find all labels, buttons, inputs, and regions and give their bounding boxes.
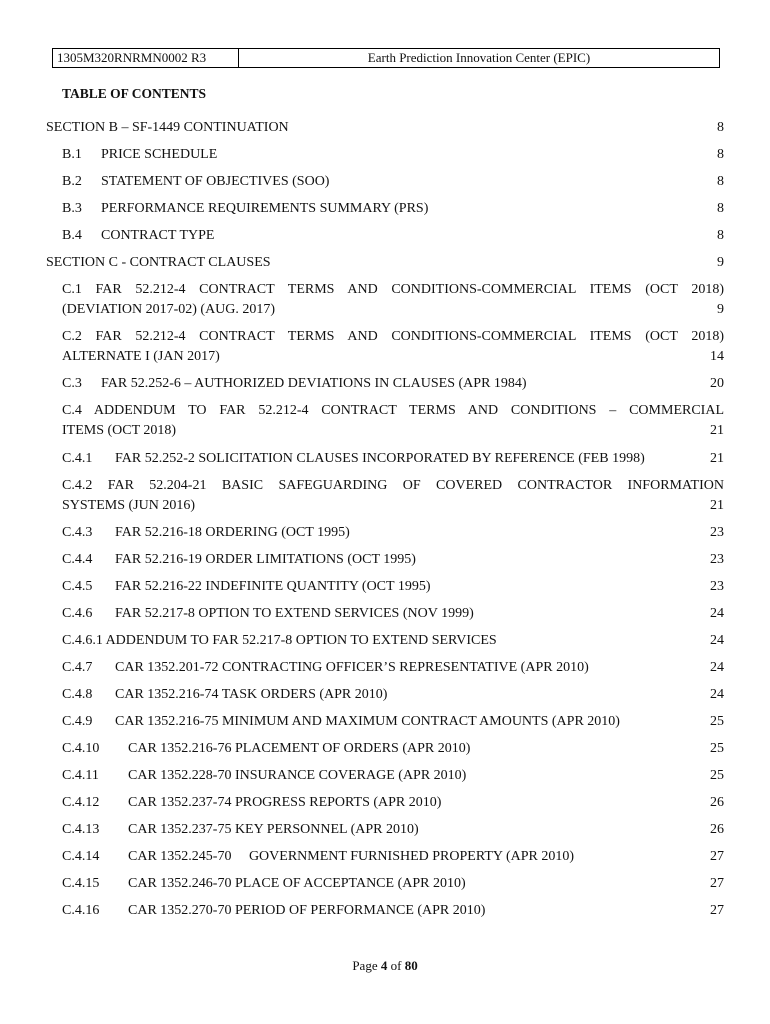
toc-entry-page: 8	[717, 228, 724, 243]
toc-entry-b1[interactable]	[62, 145, 724, 165]
toc-entry-b2[interactable]	[62, 172, 724, 192]
toc-entry-page: 23	[710, 525, 724, 540]
toc-entry-number: C.4.15	[62, 876, 100, 891]
toc-entry-number: C.4.8	[62, 687, 93, 702]
toc-entry-label: C.2 FAR 52.212-4 CONTRACT TERMS AND CONDITIONS-COMMERCIAL ITEMS (OCT 2018)	[62, 329, 724, 344]
toc-entry-c4-13[interactable]	[62, 820, 724, 840]
toc-entry-label-continued: ITEMS (OCT 2018)	[62, 423, 177, 438]
toc-entry-c4-14[interactable]	[62, 847, 724, 867]
toc-entry-number: C.4.14	[62, 849, 100, 864]
toc-entry-page: 9	[717, 255, 724, 270]
toc-entry-c4-2[interactable]	[62, 476, 724, 516]
toc-entry-number: C.4.16	[62, 903, 100, 918]
toc-entry-page: 24	[710, 687, 724, 702]
toc-entry-page: 26	[710, 822, 724, 837]
toc-entry-label: PERFORMANCE REQUIREMENTS SUMMARY (PRS)	[101, 201, 429, 216]
toc-entry-label: PRICE SCHEDULE	[101, 147, 218, 162]
toc-entry-label: FAR 52.216-22 INDEFINITE QUANTITY (OCT 1995)	[115, 579, 431, 594]
toc-entry-section-b[interactable]	[46, 118, 724, 138]
toc-entry-page: 8	[717, 147, 724, 162]
footer-page-number: 4	[380, 958, 388, 973]
toc-entry-c4-10[interactable]	[62, 739, 724, 759]
toc-entry-label: CAR 1352.237-75 KEY PERSONNEL (APR 2010)	[128, 822, 419, 837]
toc-entry-label: C.4.2 FAR 52.204-21 BASIC SAFEGUARDING OF COVERED CONTRACTOR INFORMATION	[62, 478, 724, 493]
toc-entry-number: C.4.4	[62, 552, 93, 567]
toc-entry-page: 8	[717, 201, 724, 216]
toc-entry-c1[interactable]	[62, 280, 724, 320]
toc-entry-label: C.1 FAR 52.212-4 CONTRACT TERMS AND CONDITIONS-COMMERCIAL ITEMS (OCT 2018)	[62, 282, 724, 297]
toc-entry-c4-16[interactable]	[62, 901, 724, 921]
toc-entry-number: C.4.7	[62, 660, 93, 675]
toc-entry-page: 25	[710, 741, 724, 756]
toc-entry-label: CAR 1352.246-70 PLACE OF ACCEPTANCE (APR 2010)	[128, 876, 466, 891]
toc-entry-b3[interactable]	[62, 199, 724, 219]
toc-entry-c4-15[interactable]	[62, 874, 724, 894]
toc-entry-page: 9	[717, 302, 724, 317]
toc-entry-label: SECTION C - CONTRACT CLAUSES	[46, 255, 271, 270]
toc-entry-page: 27	[710, 903, 724, 918]
toc-entry-page: 21	[710, 423, 724, 438]
toc-entry-label: CONTRACT TYPE	[101, 228, 215, 243]
footer-of: of	[390, 958, 402, 973]
toc-entry-number: C.4.6	[62, 606, 93, 621]
toc-entry-number: B.4	[62, 228, 82, 243]
toc-entry-page: 8	[717, 120, 724, 135]
toc-entry-number: C.4.11	[62, 768, 99, 783]
toc-entry-number: B.2	[62, 174, 82, 189]
toc-entry-label: FAR 52.216-19 ORDER LIMITATIONS (OCT 1995)	[115, 552, 416, 567]
toc-entry-c2[interactable]	[62, 327, 724, 367]
toc-entry-c4-8[interactable]	[62, 685, 724, 705]
toc-entry-number: C.4.3	[62, 525, 93, 540]
toc-entry-page: 24	[710, 660, 724, 675]
toc-entry-number: C.4.5	[62, 579, 93, 594]
toc-entry-label: CAR 1352.216-74 TASK ORDERS (APR 2010)	[115, 687, 388, 702]
toc-entry-c4-11[interactable]	[62, 766, 724, 786]
toc-entry-page: 21	[710, 451, 724, 466]
toc-entry-c4-3[interactable]	[62, 523, 724, 543]
toc-entry-label: C.4 ADDENDUM TO FAR 52.212-4 CONTRACT TERMS AND CONDITIONS – COMMERCIAL	[62, 403, 724, 418]
toc-entry-c4-12[interactable]	[62, 793, 724, 813]
toc-title: TABLE OF CONTENTS	[62, 86, 207, 101]
toc-entry-number: B.1	[62, 147, 82, 162]
toc-entry-number: C.4.13	[62, 822, 100, 837]
toc-entry-page: 27	[710, 876, 724, 891]
toc-entry-c4-5[interactable]	[62, 577, 724, 597]
toc-entry-page: 26	[710, 795, 724, 810]
toc-entry-page: 23	[710, 552, 724, 567]
toc-entry-label: FAR 52.217-8 OPTION TO EXTEND SERVICES (NOV 1999)	[115, 606, 474, 621]
toc-entry-c4-4[interactable]	[62, 550, 724, 570]
toc-entry-label: FAR 52.216-18 ORDERING (OCT 1995)	[115, 525, 350, 540]
toc-entry-page: 14	[710, 349, 724, 364]
toc-entry-section-c[interactable]	[46, 253, 724, 273]
footer-page-total: 80	[404, 958, 418, 973]
toc-entry-page: 27	[710, 849, 724, 864]
footer-prefix: Page	[352, 958, 378, 973]
toc-entry-label: SECTION B – SF-1449 CONTINUATION	[46, 120, 289, 135]
toc-entry-number: C.3	[62, 376, 82, 391]
toc-entry-c3[interactable]	[62, 374, 724, 394]
toc-entry-label: C.4.6.1 ADDENDUM TO FAR 52.217-8 OPTION TO EXTEND SERVICES	[62, 633, 497, 648]
document-id: 1305M320RNRMN0002 R3	[53, 49, 239, 67]
page-footer	[0, 958, 770, 974]
toc-entry-c4-6[interactable]	[62, 604, 724, 624]
toc-entry-number: B.3	[62, 201, 82, 216]
toc-entry-page: 23	[710, 579, 724, 594]
toc-entry-label: CAR 1352.201-72 CONTRACTING OFFICER’S REPRESENTATIVE (APR 2010)	[115, 660, 589, 675]
toc-entry-page: 24	[710, 606, 724, 621]
toc-entry-label: CAR 1352.216-76 PLACEMENT OF ORDERS (APR 2010)	[128, 741, 471, 756]
toc-entry-label: CAR 1352.228-70 INSURANCE COVERAGE (APR 2010)	[128, 768, 467, 783]
toc-entry-number: C.4.12	[62, 795, 100, 810]
toc-entry-label: CAR 1352.216-75 MINIMUM AND MAXIMUM CONTRACT AMOUNTS (APR 2010)	[115, 714, 620, 729]
toc-entry-number: C.4.9	[62, 714, 93, 729]
document-title: Earth Prediction Innovation Center (EPIC)	[367, 50, 591, 65]
toc-entry-label: CAR 1352.245-70 GOVERNMENT FURNISHED PROPERTY (APR 2010)	[128, 849, 575, 864]
toc-entry-c4-7[interactable]	[62, 658, 724, 678]
toc-entry-c4-6-1[interactable]	[62, 631, 724, 651]
toc-entry-label-continued: SYSTEMS (JUN 2016)	[62, 498, 196, 513]
toc-entry-b4[interactable]	[62, 226, 724, 246]
toc-entry-page: 8	[717, 174, 724, 189]
toc-entry-c4[interactable]	[62, 401, 724, 441]
toc-entry-c4-9[interactable]	[62, 712, 724, 732]
toc-entry-label: CAR 1352.270-70 PERIOD OF PERFORMANCE (APR 2010)	[128, 903, 486, 918]
toc-entry-label: STATEMENT OF OBJECTIVES (SOO)	[101, 174, 330, 189]
toc-entry-label-continued: ALTERNATE I (JAN 2017)	[62, 349, 220, 364]
toc-entry-number: C.4.1	[62, 451, 93, 466]
toc-entry-page: 25	[710, 768, 724, 783]
toc-entry-page: 25	[710, 714, 724, 729]
toc-entry-page: 20	[710, 376, 724, 391]
page-header	[52, 48, 720, 68]
toc-entry-page: 21	[710, 498, 724, 513]
toc-entry-label: FAR 52.252-6 – AUTHORIZED DEVIATIONS IN CLAUSES (APR 1984)	[101, 376, 527, 391]
toc-entry-c4-1[interactable]	[62, 449, 724, 469]
toc-entry-label-continued: (DEVIATION 2017-02) (AUG. 2017)	[62, 302, 276, 317]
toc-entry-page: 24	[710, 633, 724, 648]
toc-entry-number: C.4.10	[62, 741, 100, 756]
toc-entry-label: FAR 52.252-2 SOLICITATION CLAUSES INCORPORATED BY REFERENCE (FEB 1998)	[115, 451, 645, 466]
toc-entry-label: CAR 1352.237-74 PROGRESS REPORTS (APR 2010)	[128, 795, 442, 810]
